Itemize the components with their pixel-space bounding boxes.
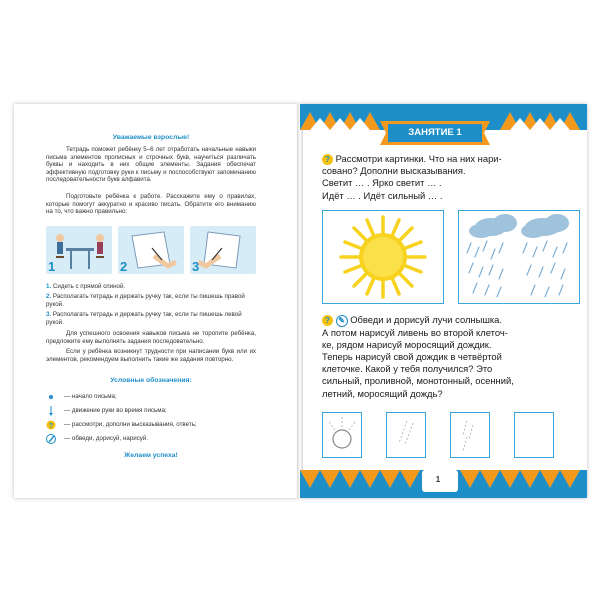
task-1-line: совано? Дополни высказывания. <box>322 165 466 177</box>
drawing-cell-drizzle[interactable] <box>450 412 490 458</box>
task-2-line: клеточке. Какой у тебя получился? Это <box>322 363 493 375</box>
task-1-text <box>322 153 582 202</box>
arrow-down-icon <box>46 406 58 416</box>
figure-left-hand <box>190 226 256 274</box>
figure-number-3: 3 <box>192 259 200 274</box>
task-2-line: летний, моросящий дождь? <box>322 387 443 399</box>
drawing-cell-sun[interactable] <box>322 412 362 458</box>
page-number: 1 <box>435 475 441 484</box>
drawing-cell-downpour[interactable] <box>386 412 426 458</box>
left-hand-writing-icon <box>190 226 256 274</box>
closing-wish: Желаем успеха! <box>124 452 178 459</box>
legend-text: — обведи, дорисуй, нарисуй. <box>64 435 149 442</box>
sun-picture <box>322 210 444 304</box>
rule-1 <box>46 283 256 291</box>
task-2-line: сильный, проливной, монотонный, осенний, <box>322 375 514 387</box>
legend-text: — рассмотри, дополни высказывания, ответь; <box>64 421 197 428</box>
advice-paragraph-1: Для успешного освоения навыков письма не торопите ребёнка, предложите ему выполнять задания последовательно. <box>46 330 256 345</box>
question-icon: ? <box>322 154 333 165</box>
posture-figures <box>46 226 256 274</box>
task-2-text <box>322 314 584 400</box>
rule-text: Сидеть с прямой спиной. <box>52 283 126 290</box>
question-icon: ? <box>322 315 333 326</box>
task-2-line: ке, рядом нарисуй моросящий дождик. <box>322 338 492 350</box>
svg-text:?: ? <box>48 423 54 430</box>
task-2-line: Обведи и дорисуй лучи солнышка. <box>350 314 502 325</box>
rule-number: 3. <box>46 311 52 318</box>
rain-picture <box>458 210 580 304</box>
figure-sitting <box>46 226 112 274</box>
task-2-line: Теперь нарисуй свой дождик в четвёртой <box>322 350 502 362</box>
rule-text: Располагать тетрадь и держать ручку так, если ты пишешь правой рукой. <box>46 293 245 308</box>
dot-icon <box>46 392 58 402</box>
rain-cloud-icon <box>459 211 579 303</box>
instructions-paragraph: Подготовьте ребёнка к работе. Расскажите ему о правилах, которые помогут аккуратно и красиво писать. Обратите его вниманию на то, что важно правильно: <box>46 193 256 216</box>
rule-number: 1. <box>46 283 52 290</box>
rule-text: Располагать тетрадь и держать ручку так, если ты пишешь левой рукой. <box>46 311 242 326</box>
book-gutter <box>297 104 303 498</box>
legend-text: — начало письма; <box>64 393 117 400</box>
lesson-banner <box>380 121 490 145</box>
rule-number: 2. <box>46 293 52 300</box>
task-1-line: Светит … . Ярко светит … . <box>322 177 442 189</box>
left-page-title: Уважаемые взрослые! <box>112 134 190 141</box>
intro-paragraph: Тетрадь поможет ребёнку 5–6 лет отработать начальные навыки письма элементов прописных и строчных букв, научиться различать буквы и находить в них общие элементы. Задания обеспечат эффективную подготовку руки к письму и поспособствуют запоминанию последовательности букв алфавита. <box>46 146 256 184</box>
advice-paragraph-2: Если у ребёнка возникнут трудности при написании букв или их элементов, рекомендуем выполнить такие же задания повторно. <box>46 348 256 363</box>
sitting-children-icon <box>46 226 112 274</box>
lesson-title: ЗАНЯТИЕ 1 <box>408 127 462 138</box>
question-icon <box>46 420 58 430</box>
pencil-icon <box>46 434 58 444</box>
legend-title: Условные обозначения: <box>110 377 192 384</box>
drizzle-trace-icon <box>451 413 489 457</box>
figure-number-2: 2 <box>120 259 128 274</box>
rain-trace-icon <box>387 413 425 457</box>
task-1-line: Идёт … . Идёт сильный … . <box>322 189 443 201</box>
task-2-line: А потом нарисуй ливень во второй клеточ- <box>322 326 508 338</box>
sun-trace-icon <box>323 413 361 457</box>
figure-number-1: 1 <box>48 259 56 274</box>
task-1-line: Рассмотри картинки. Что на них нари- <box>335 153 502 164</box>
rule-2 <box>46 293 256 308</box>
sun-icon <box>323 211 443 303</box>
legend-text: — движение руки во время письма; <box>64 407 167 414</box>
rule-3 <box>46 311 256 326</box>
right-hand-writing-icon <box>118 226 184 274</box>
figure-right-hand <box>118 226 184 274</box>
pencil-icon: ✎ <box>336 315 348 327</box>
drawing-cell-own-rain[interactable] <box>514 412 554 458</box>
